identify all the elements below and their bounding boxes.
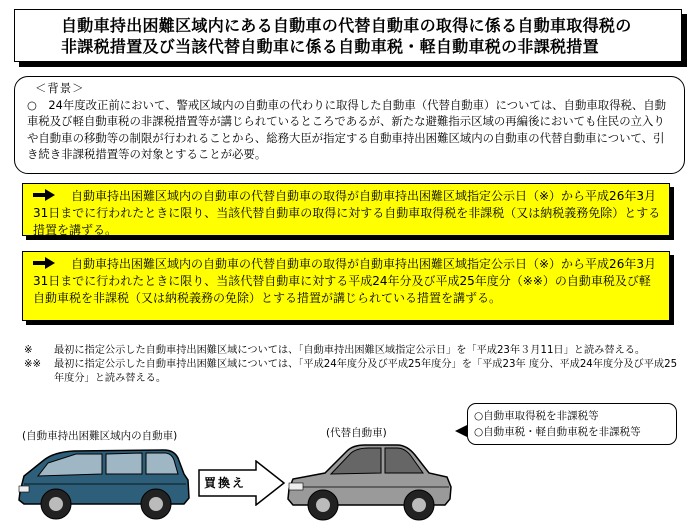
arrow-right-icon — [33, 257, 55, 269]
benefit-bubble — [467, 403, 677, 445]
swap-label: 買換え — [204, 476, 247, 490]
note-text: 最初に指定公示した自動車持出困難区域については、「自動車持出困難区域指定公示日」を「平成23年３月11日」と読み替える。 — [54, 345, 646, 356]
note-mark: ※※ — [24, 359, 42, 370]
measure-text-1: 自動車持出困難区域内の自動車の代替自動車の取得が自動車持出困難区域指定公示日（※）から平成26年3月31日までに行われたときに限り、当該代替自動車の取得に対する自動車取得税を非課税（又は納税義務免除）とする措置を講ずる。 — [33, 189, 661, 237]
notes — [24, 344, 684, 386]
background-heading: ＜背景＞ — [35, 81, 85, 95]
bubble-line-1: ○自動車取得税を非課税等 — [474, 410, 599, 422]
note-mark: ※ — [24, 345, 33, 356]
sedan-icon — [285, 437, 455, 525]
left-car-caption: (自動車持出困難区域内の自動車) — [22, 430, 178, 442]
bubble-tail — [455, 425, 467, 437]
title-box — [14, 9, 682, 62]
note-row — [24, 344, 684, 358]
right-car-caption: (代替自動車) — [326, 427, 387, 439]
title-line-2: 非課税措置及び当該代替自動車に係る自動車税・軽自動車税の非課税措置 — [61, 37, 599, 56]
title-line-1: 自動車持出困難区域内にある自動車の代替自動車の取得に係る自動車取得税の — [61, 16, 632, 35]
arrow-right-icon — [33, 189, 55, 201]
measure-box-1 — [22, 183, 670, 236]
bubble-line-2: ○自動車税・軽自動車税を非課税等 — [474, 426, 641, 438]
station-wagon-icon — [14, 440, 194, 525]
note-row — [24, 358, 684, 386]
measure-text-2: 自動車持出困難区域内の自動車の代替自動車の取得が自動車持出困難区域指定公示日（※）から平成26年3月31日までに行われたときに限り、当該代替自動車に対する平成24年分及び平成25年度分（※※）の自動車税及び軽自動車税を非課税（又は納税義務の免除）とする措置が講じられている措置を講ずる。 — [33, 257, 656, 305]
background-box — [14, 76, 685, 174]
background-body: ○ 24年度改正前において、警戒区域内の自動車の代わりに取得した自動車（代替自動車）については、自動車取得税、自動車税及び軽自動車税の非課税措置等が講じられているところであるが、新たな避難指示区域の再編後においても住民の立入りや自動車の移動等の制限が行われることから、総務大臣が指定する自動車持出困難区域内の自動車の代替自動車について、引き続き非課税措置等の対象とすることが必要。 — [27, 97, 667, 161]
note-text: 最初に指定公示した自動車持出困難区域については、「平成24年度分及び平成25年度分」を「平成23年 度分、平成24年度分及び平成25年度分」と読み替える。 — [54, 359, 678, 384]
measure-box-2 — [22, 251, 670, 321]
